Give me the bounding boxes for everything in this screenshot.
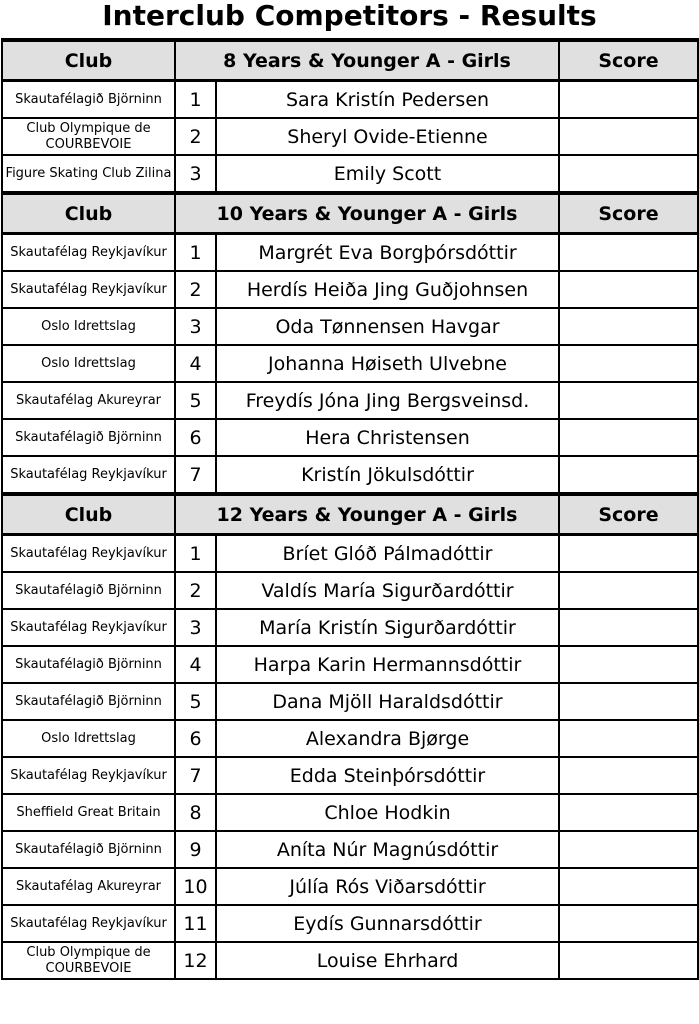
rank-cell: 10 [175, 868, 216, 905]
competitor-name-cell: Herdís Heiða Jing Guðjohnsen [216, 271, 559, 308]
club-cell: Sheffield Great Britain [2, 794, 175, 831]
table-row [2, 271, 698, 308]
score-cell [559, 831, 698, 868]
club-cell: Skautafélagið Björninn [2, 683, 175, 720]
score-cell [559, 535, 698, 573]
table-row [2, 942, 698, 979]
score-cell [559, 868, 698, 905]
score-cell [559, 382, 698, 419]
rank-cell: 8 [175, 794, 216, 831]
competitor-name-cell: Chloe Hodkin [216, 794, 559, 831]
table-row [2, 345, 698, 382]
club-cell: Skautafélagið Björninn [2, 419, 175, 456]
table-row [2, 382, 698, 419]
table-row [2, 535, 698, 573]
competitor-name-cell: Kristín Jökulsdóttir [216, 456, 559, 494]
club-column-header: Club [2, 494, 175, 535]
category-header: 10 Years & Younger A - Girls [175, 193, 559, 234]
rank-cell: 5 [175, 382, 216, 419]
score-column-header: Score [559, 193, 698, 234]
competitor-name-cell: Sara Kristín Pedersen [216, 81, 559, 119]
club-cell: Skautafélagið Björninn [2, 572, 175, 609]
score-cell [559, 345, 698, 382]
club-cell: Oslo Idrettslag [2, 720, 175, 757]
club-cell: Club Olympique de COURBEVOIE [2, 942, 175, 979]
table-row [2, 234, 698, 272]
rank-cell: 1 [175, 535, 216, 573]
score-cell [559, 646, 698, 683]
score-cell [559, 81, 698, 119]
club-cell: Skautafélag Reykjavíkur [2, 535, 175, 573]
table-row [2, 720, 698, 757]
score-cell [559, 456, 698, 494]
score-cell [559, 609, 698, 646]
competitor-name-cell: Dana Mjöll Haraldsdóttir [216, 683, 559, 720]
table-row [2, 81, 698, 119]
club-cell: Skautafélagið Björninn [2, 646, 175, 683]
table-row [2, 905, 698, 942]
competitor-name-cell: Júlía Rós Viðarsdóttir [216, 868, 559, 905]
club-cell: Skautafélag Reykjavíkur [2, 609, 175, 646]
rank-cell: 4 [175, 646, 216, 683]
club-cell: Skautafélag Reykjavíkur [2, 456, 175, 494]
competitor-name-cell: Emily Scott [216, 155, 559, 193]
category-header: 12 Years & Younger A - Girls [175, 494, 559, 535]
club-cell: Figure Skating Club Zilina [2, 155, 175, 193]
results-table [1, 38, 699, 980]
score-cell [559, 720, 698, 757]
competitor-name-cell: Alexandra Bjørge [216, 720, 559, 757]
rank-cell: 6 [175, 720, 216, 757]
score-cell [559, 234, 698, 272]
rank-cell: 1 [175, 81, 216, 119]
competitor-name-cell: Oda Tønnensen Havgar [216, 308, 559, 345]
rank-cell: 4 [175, 345, 216, 382]
competitor-name-cell: Freydís Jóna Jing Bergsveinsd. [216, 382, 559, 419]
page-title: Interclub Competitors - Results [102, 0, 597, 32]
rank-cell: 3 [175, 308, 216, 345]
score-cell [559, 757, 698, 794]
competitor-name-cell: Bríet Glóð Pálmadóttir [216, 535, 559, 573]
competitor-name-cell: Sheryl Ovide-Etienne [216, 118, 559, 155]
rank-cell: 1 [175, 234, 216, 272]
table-row [2, 794, 698, 831]
table-row [2, 609, 698, 646]
score-cell [559, 794, 698, 831]
score-cell [559, 942, 698, 979]
results-body [2, 40, 698, 979]
table-row [2, 646, 698, 683]
score-column-header: Score [559, 40, 698, 81]
club-cell: Oslo Idrettslag [2, 308, 175, 345]
rank-cell: 2 [175, 271, 216, 308]
score-cell [559, 155, 698, 193]
rank-cell: 5 [175, 683, 216, 720]
score-cell [559, 271, 698, 308]
rank-cell: 11 [175, 905, 216, 942]
competitor-name-cell: Aníta Núr Magnúsdóttir [216, 831, 559, 868]
score-cell [559, 905, 698, 942]
rank-cell: 6 [175, 419, 216, 456]
table-row [2, 419, 698, 456]
score-cell [559, 419, 698, 456]
club-cell: Oslo Idrettslag [2, 345, 175, 382]
club-cell: Skautafélag Reykjavíkur [2, 905, 175, 942]
club-cell: Skautafélag Akureyrar [2, 868, 175, 905]
rank-cell: 7 [175, 757, 216, 794]
section-header [2, 40, 698, 81]
club-column-header: Club [2, 193, 175, 234]
rank-cell: 9 [175, 831, 216, 868]
club-cell: Skautafélag Reykjavíkur [2, 234, 175, 272]
score-cell [559, 683, 698, 720]
section-header [2, 494, 698, 535]
club-cell: Club Olympique de COURBEVOIE [2, 118, 175, 155]
score-cell [559, 118, 698, 155]
table-row [2, 308, 698, 345]
category-header: 8 Years & Younger A - Girls [175, 40, 559, 81]
competitor-name-cell: Hera Christensen [216, 419, 559, 456]
club-cell: Skautafélag Akureyrar [2, 382, 175, 419]
competitor-name-cell: María Kristín Sigurðardóttir [216, 609, 559, 646]
competitor-name-cell: Johanna Høiseth Ulvebne [216, 345, 559, 382]
club-column-header: Club [2, 40, 175, 81]
rank-cell: 2 [175, 118, 216, 155]
club-cell: Skautafélagið Björninn [2, 81, 175, 119]
score-cell [559, 572, 698, 609]
rank-cell: 12 [175, 942, 216, 979]
rank-cell: 2 [175, 572, 216, 609]
club-cell: Skautafélag Reykjavíkur [2, 271, 175, 308]
competitor-name-cell: Valdís María Sigurðardóttir [216, 572, 559, 609]
table-row [2, 456, 698, 494]
rank-cell: 3 [175, 155, 216, 193]
competitor-name-cell: Edda Steinþórsdóttir [216, 757, 559, 794]
rank-cell: 3 [175, 609, 216, 646]
competitor-name-cell: Harpa Karin Hermannsdóttir [216, 646, 559, 683]
table-row [2, 155, 698, 193]
table-row [2, 572, 698, 609]
competitor-name-cell: Margrét Eva Borgþórsdóttir [216, 234, 559, 272]
score-column-header: Score [559, 494, 698, 535]
club-cell: Skautafélagið Björninn [2, 831, 175, 868]
score-cell [559, 308, 698, 345]
rank-cell: 7 [175, 456, 216, 494]
table-row [2, 683, 698, 720]
section-header [2, 193, 698, 234]
club-cell: Skautafélag Reykjavíkur [2, 757, 175, 794]
table-row [2, 868, 698, 905]
competitor-name-cell: Louise Ehrhard [216, 942, 559, 979]
competitor-name-cell: Eydís Gunnarsdóttir [216, 905, 559, 942]
table-row [2, 118, 698, 155]
table-row [2, 831, 698, 868]
table-row [2, 757, 698, 794]
